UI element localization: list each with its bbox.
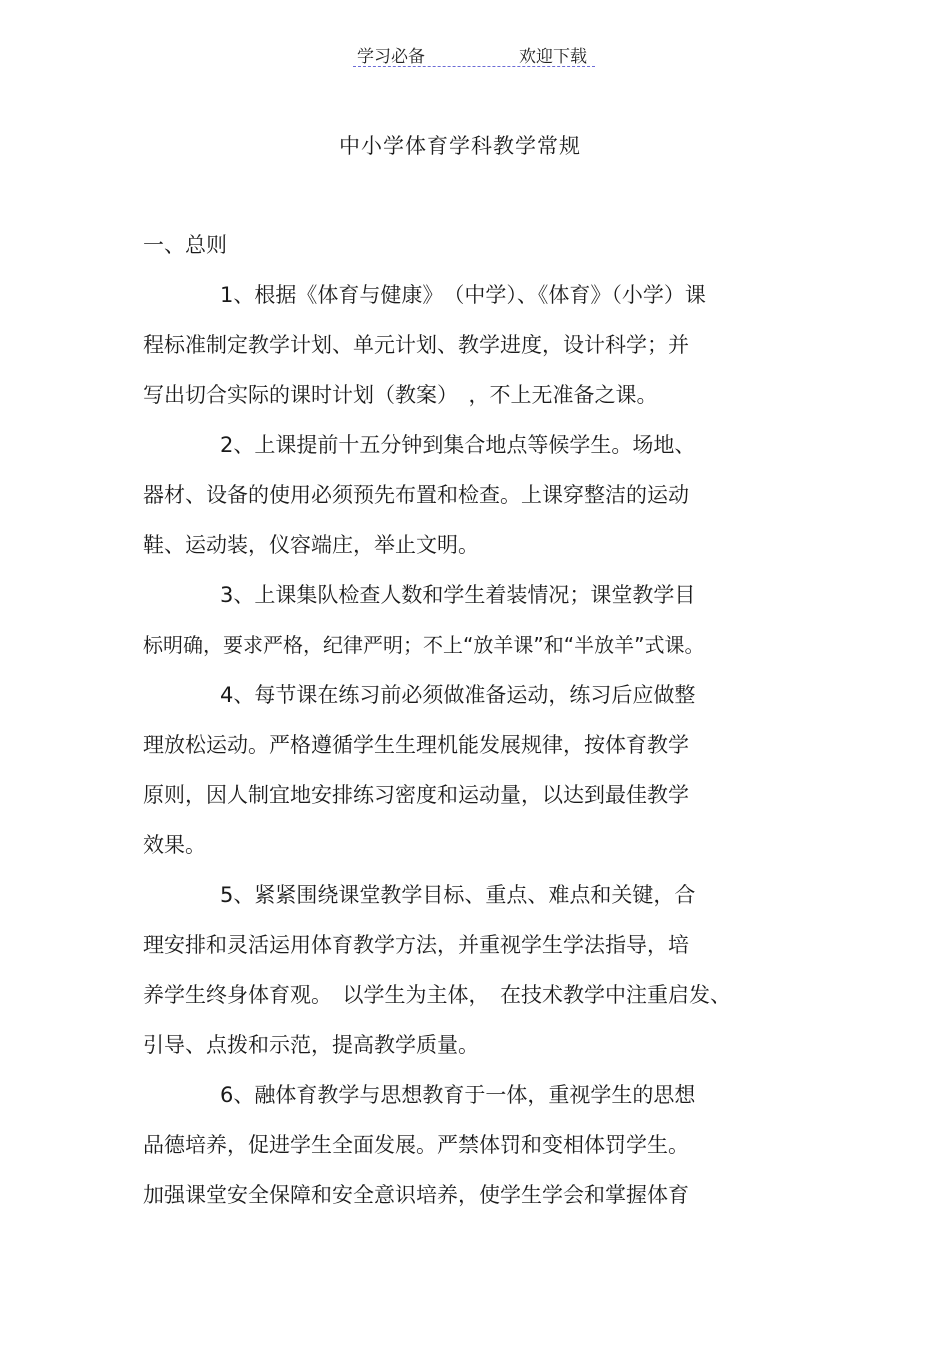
paragraph-line: 养学生终身体育观。 以学生为主体， 在技术教学中注重启发、 (143, 983, 731, 1007)
paragraph-line: 3、上课集队检查人数和学生着装情况；课堂教学目 (220, 583, 696, 607)
paragraph-line: 理安排和灵活运用体育教学方法，并重视学生学法指导，培 (143, 933, 689, 957)
page-header (353, 40, 595, 67)
paragraph-line: 引导、点拨和示范，提高教学质量。 (143, 1033, 479, 1057)
paragraph-line: 品德培养，促进学生全面发展。严禁体罚和变相体罚学生。 (143, 1133, 689, 1157)
paragraph-line: 6、融体育教学与思想教育于一体，重视学生的思想 (220, 1083, 696, 1107)
paragraph-line: 理放松运动。严格遵循学生生理机能发展规律，按体育教学 (143, 733, 689, 757)
paragraph-line: 加强课堂安全保障和安全意识培养，使学生学会和掌握体育 (143, 1183, 689, 1207)
paragraph-line: 效果。 (143, 833, 206, 857)
paragraph-line: 标明确，要求严格，纪律严明；不上“放羊课”和“半放羊”式课。 (143, 633, 705, 657)
header-left-text: 学习必备 (357, 47, 425, 67)
paragraph-line: 2、上课提前十五分钟到集合地点等候学生。场地、 (220, 433, 696, 457)
paragraph-line: 5、紧紧围绕课堂教学目标、重点、难点和关键，合 (220, 883, 696, 907)
paragraph-line: 程标准制定教学计划、单元计划、教学进度，设计科学；并 (143, 333, 689, 357)
paragraph-line: 4、每节课在练习前必须做准备运动，练习后应做整 (220, 683, 696, 707)
paragraph-line: 鞋、运动装，仪容端庄，举止文明。 (143, 533, 479, 557)
paragraph-line: 写出切合实际的课时计划（教案） ，不上无准备之课。 (143, 383, 658, 407)
paragraph-line: 原则，因人制宜地安排练习密度和运动量，以达到最佳教学 (143, 783, 689, 807)
paragraph-line: 1、根据《体育与健康》 （中学）、《体育》（小学）课 (220, 283, 706, 307)
paragraph-line: 器材、设备的使用必须预先布置和检查。上课穿整洁的运动 (143, 483, 689, 507)
section-heading: 一、总则 (143, 233, 227, 257)
header-right-text: 欢迎下载 (519, 47, 587, 67)
document-title: 中小学体育学科教学常规 (339, 134, 581, 158)
